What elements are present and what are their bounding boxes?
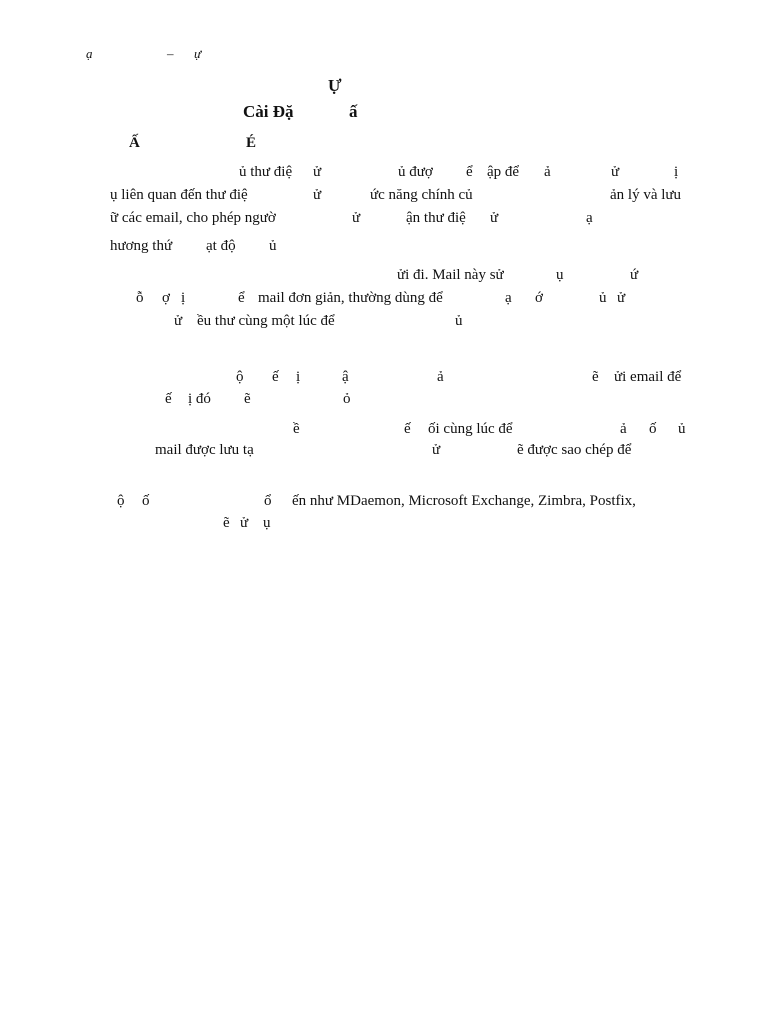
para1-line1-frag: ả — [544, 164, 551, 180]
para1-line2-frag: ụ liên quan đến thư điệ — [110, 187, 248, 203]
para4-line1-frag: ố — [649, 421, 657, 437]
para4-line1-frag: ả — [620, 421, 627, 437]
para5-line1-frag: ố — [142, 493, 150, 509]
para1-line2-frag: ản lý và lưu — [610, 187, 682, 203]
para2-line2-frag: ị — [181, 290, 186, 306]
para4-line2-frag: ử — [432, 442, 441, 458]
section-heading-a: Ấ — [129, 135, 140, 151]
para5-line1-frag: ộ — [117, 493, 125, 509]
para2-line1-frag: ụ — [556, 267, 564, 283]
para1-line3-frag: ử — [490, 210, 499, 226]
para3-line1-frag: ửi email để — [614, 369, 682, 385]
para2-line1-frag: ứ — [630, 267, 639, 283]
para2-line2-frag: ợ — [162, 290, 170, 306]
para2-line2-frag: ỗ — [136, 290, 144, 306]
para2-line2-frag: ể — [238, 290, 245, 306]
para1-line1-frag: ử — [313, 164, 322, 180]
para5-line1-frag: ổ — [264, 493, 272, 509]
para2-line2-frag: mail đơn giản, thường dùng để — [258, 290, 443, 306]
para1-line3-frag: ận thư điệ — [406, 210, 466, 226]
para5-line2-frag: ụ — [263, 515, 271, 531]
para3-line1-frag: ế — [272, 369, 279, 385]
para1-line3-frag: ử — [352, 210, 361, 226]
para4-line1-frag: ề — [293, 421, 300, 437]
section-heading-b: É — [246, 135, 257, 151]
title-line-2b: ấ — [349, 102, 358, 121]
para4-line2-frag: ẽ được sao chép để — [517, 442, 632, 458]
para2-line3-frag: ủ — [455, 313, 463, 329]
header-right: ự — [194, 46, 202, 61]
title-line-1: Ự — [328, 76, 342, 95]
para2-line3-frag: ử — [174, 313, 183, 329]
para1-line4-frag: hương thứ — [110, 238, 173, 254]
para3-line1-frag: ộ — [236, 369, 244, 385]
para3-line2-frag: ẽ — [244, 391, 251, 407]
para3-line2-frag: ị đó — [188, 391, 211, 407]
para3-line1-frag: ị — [296, 369, 301, 385]
para1-line1-frag: ử — [611, 164, 620, 180]
para3-line2-frag: ỏ — [343, 391, 351, 407]
para2-line2-frag: ủ — [599, 290, 607, 306]
para2-line1-frag: ửi đi. Mail này sử — [397, 267, 504, 283]
para1-line3-frag: ạ — [586, 210, 593, 226]
para2-line3-frag: ều thư cùng một lúc để — [197, 313, 335, 329]
para1-line4-frag: ủ — [269, 238, 277, 254]
para1-line1-frag: ể — [466, 164, 473, 180]
para4-line1-frag: ối cùng lúc để — [428, 421, 513, 437]
para5-line1-frag: ến như MDaemon, Microsoft Exchange, Zimbra, Postfix, — [292, 493, 636, 509]
para3-line1-frag: ẽ — [592, 369, 599, 385]
para5-line2-frag: ẽ — [223, 515, 230, 531]
para2-line2-frag: ạ — [505, 290, 512, 306]
para1-line1-frag: ủ thư điệ — [239, 164, 293, 180]
para1-line2-frag: ử — [313, 187, 322, 203]
para3-line1-frag: ậ — [342, 369, 349, 385]
para5-line2-frag: ử — [240, 515, 249, 531]
para3-line2-frag: ế — [165, 391, 172, 407]
para4-line1-frag: ủ — [678, 421, 686, 437]
para2-line2-frag: ớ — [535, 290, 543, 306]
para1-line2-frag: ức năng chính củ — [370, 187, 473, 203]
para3-line1-frag: ả — [437, 369, 444, 385]
header-left: ạ — [86, 46, 93, 61]
para2-line2-frag: ử — [617, 290, 626, 306]
para1-line1-frag: ập để — [487, 164, 520, 180]
header-dash: – — [167, 46, 174, 61]
para1-line1-frag: ủ đượ — [398, 164, 433, 180]
para1-line1-frag: ị — [674, 164, 679, 180]
title-line-2a: Cài Đặ — [243, 102, 294, 121]
para4-line2-frag: mail được lưu tạ — [155, 442, 254, 458]
para4-line1-frag: ế — [404, 421, 411, 437]
para1-line3-frag: ữ các email, cho phép ngườ — [110, 210, 276, 226]
para1-line4-frag: ạt độ — [206, 238, 236, 254]
